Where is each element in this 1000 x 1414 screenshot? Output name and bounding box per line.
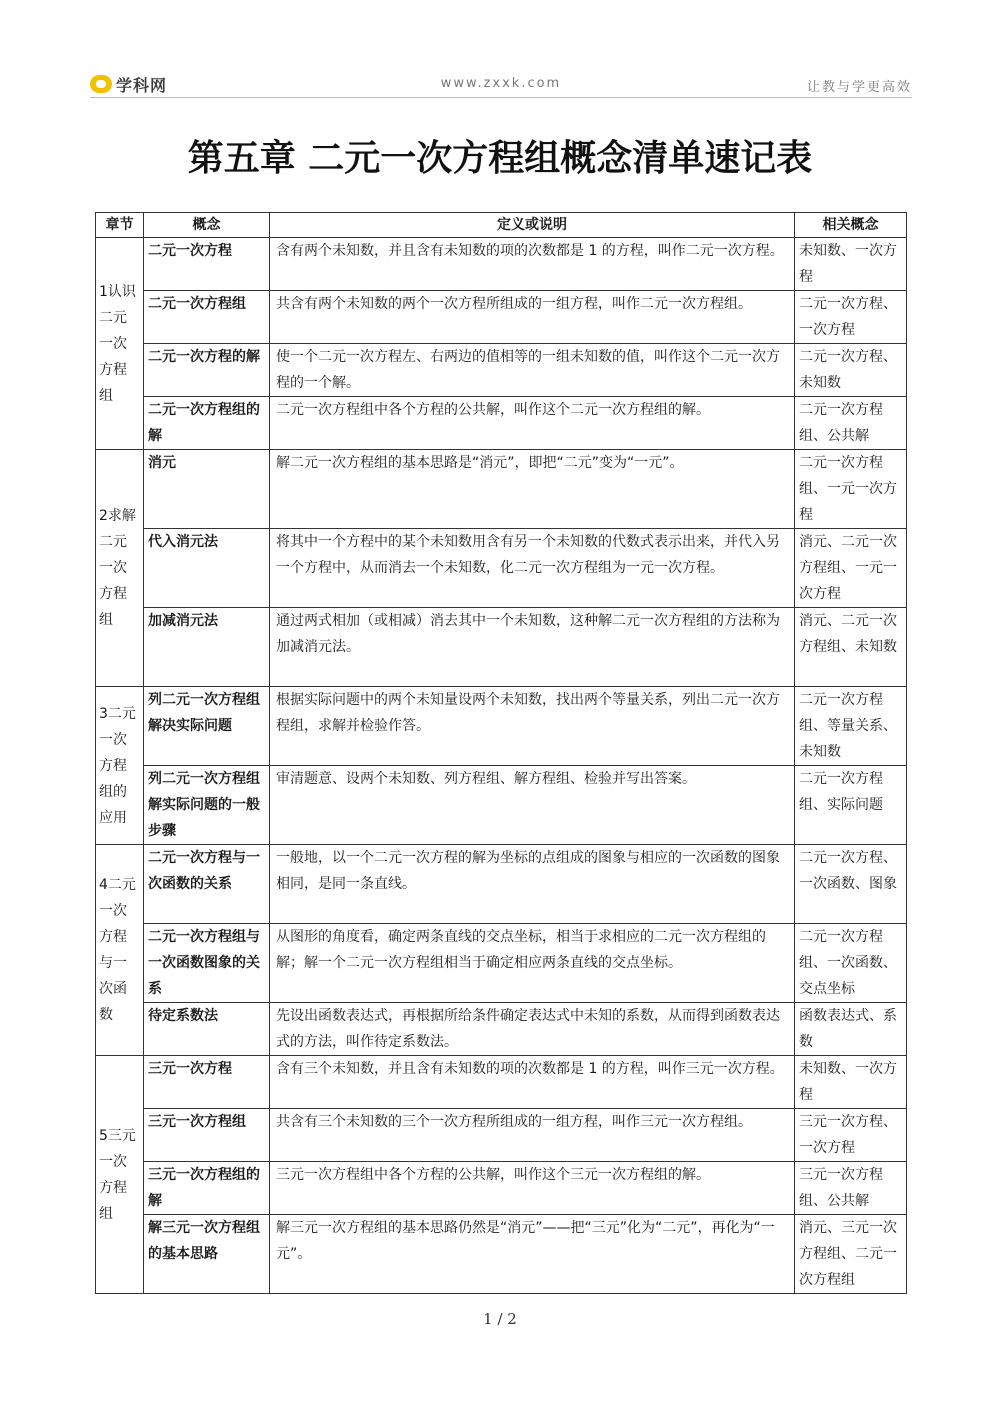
related-cell: 二元一次方程、一次方程 — [795, 291, 907, 344]
related-cell: 二元一次方程、一次函数、图象 — [795, 845, 907, 924]
concept-cell: 二元一次方程与一次函数的关系 — [144, 845, 270, 924]
definition-cell: 根据实际问题中的两个未知量设两个未知数，找出两个等量关系，列出二元一次方程组，求解并检验作答。 — [270, 687, 795, 766]
column-header-concept: 概念 — [144, 213, 270, 238]
definition-cell: 解三元一次方程组的基本思路仍然是“消元”——把“三元”化为“二元”，再化为“一元”。 — [270, 1215, 795, 1294]
chapter-cell: 5三元一次方程组 — [96, 1056, 144, 1294]
definition-cell: 使一个二元一次方程左、右两边的值相等的一组未知数的值，叫作这个二元一次方程的一个解。 — [270, 344, 795, 397]
related-cell: 二元一次方程组、公共解 — [795, 397, 907, 450]
table-header-row — [96, 213, 907, 238]
table-body — [96, 238, 907, 1294]
concept-cell: 代入消元法 — [144, 529, 270, 608]
site-url[interactable]: www.zxxk.com — [440, 76, 562, 91]
concept-cell: 列二元一次方程组解实际问题的一般步骤 — [144, 766, 270, 845]
related-cell: 消元、三元一次方程组、二元一次方程组 — [795, 1215, 907, 1294]
concept-cell: 二元一次方程 — [144, 238, 270, 291]
definition-cell: 一般地，以一个二元一次方程的解为坐标的点组成的图象与相应的一次函数的图象相同，是同一条直线。 — [270, 845, 795, 924]
definition-cell: 解二元一次方程组的基本思路是“消元”，即把“二元”变为“一元”。 — [270, 450, 795, 529]
chapter-cell: 2求解二元一次方程组 — [96, 450, 144, 687]
concept-cell: 二元一次方程组 — [144, 291, 270, 344]
related-cell: 二元一次方程组、一次函数、交点坐标 — [795, 924, 907, 1003]
chapter-cell: 3二元一次方程组的应用 — [96, 687, 144, 845]
page-number: 1 / 2 — [483, 1310, 517, 1328]
concept-table — [95, 212, 907, 1294]
table-row — [96, 1215, 907, 1294]
definition-cell: 含有两个未知数，并且含有未知数的项的次数都是 1 的方程，叫作二元一次方程。 — [270, 238, 795, 291]
table-row — [96, 766, 907, 845]
table-row — [96, 291, 907, 344]
concept-cell: 消元 — [144, 450, 270, 529]
column-header-chapter: 章节 — [96, 213, 144, 238]
concept-cell: 加减消元法 — [144, 608, 270, 687]
related-cell: 二元一次方程组、一元一次方程 — [795, 450, 907, 529]
related-cell: 三元一次方程、一次方程 — [795, 1109, 907, 1162]
logo-text: 学科网 — [116, 75, 168, 95]
table-row — [96, 687, 907, 766]
related-cell: 函数表达式、系数 — [795, 1003, 907, 1056]
definition-cell: 二元一次方程组中各个方程的公共解，叫作这个二元一次方程组的解。 — [270, 397, 795, 450]
chapter-cell: 1认识二元一次方程组 — [96, 238, 144, 450]
chapter-cell: 4二元一次方程与一次函数 — [96, 845, 144, 1056]
page-header — [90, 70, 912, 98]
table-row — [96, 1003, 907, 1056]
column-header-definition: 定义或说明 — [270, 213, 795, 238]
concept-cell: 三元一次方程组 — [144, 1109, 270, 1162]
table-row — [96, 924, 907, 1003]
related-cell: 消元、二元一次方程组、未知数 — [795, 608, 907, 687]
definition-cell: 先设出函数表达式，再根据所给条件确定表达式中未知的系数，从而得到函数表达式的方法，叫作待定系数法。 — [270, 1003, 795, 1056]
table-row — [96, 1109, 907, 1162]
definition-cell: 共含有两个未知数的两个一次方程所组成的一组方程，叫作二元一次方程组。 — [270, 291, 795, 344]
concept-cell: 三元一次方程组的解 — [144, 1162, 270, 1215]
concept-cell: 列二元一次方程组解决实际问题 — [144, 687, 270, 766]
concept-cell: 三元一次方程 — [144, 1056, 270, 1109]
table-row — [96, 1162, 907, 1215]
table-row — [96, 1056, 907, 1109]
definition-cell: 共含有三个未知数的三个一次方程所组成的一组方程，叫作三元一次方程组。 — [270, 1109, 795, 1162]
table-row — [96, 238, 907, 291]
concept-cell: 二元一次方程组与一次函数图象的关系 — [144, 924, 270, 1003]
table-row — [96, 344, 907, 397]
definition-cell: 通过两式相加（或相减）消去其中一个未知数，这种解二元一次方程组的方法称为加减消元法。 — [270, 608, 795, 687]
related-cell: 未知数、一次方程 — [795, 1056, 907, 1109]
concept-cell: 二元一次方程的解 — [144, 344, 270, 397]
definition-cell: 从图形的角度看，确定两条直线的交点坐标，相当于求相应的二元一次方程组的解；解一个二元一次方程组相当于确定相应两条直线的交点坐标。 — [270, 924, 795, 1003]
column-header-related: 相关概念 — [795, 213, 907, 238]
definition-cell: 审清题意、设两个未知数、列方程组、解方程组、检验并写出答案。 — [270, 766, 795, 845]
concept-cell: 解三元一次方程组的基本思路 — [144, 1215, 270, 1294]
table-row — [96, 397, 907, 450]
definition-cell: 三元一次方程组中各个方程的公共解，叫作这个三元一次方程组的解。 — [270, 1162, 795, 1215]
related-cell: 未知数、一次方程 — [795, 238, 907, 291]
table-row — [96, 608, 907, 687]
related-cell: 消元、二元一次方程组、一元一次方程 — [795, 529, 907, 608]
related-cell: 二元一次方程组、实际问题 — [795, 766, 907, 845]
definition-cell: 含有三个未知数，并且含有未知数的项的次数都是 1 的方程，叫作三元一次方程。 — [270, 1056, 795, 1109]
definition-cell: 将其中一个方程中的某个未知数用含有另一个未知数的代数式表示出来，并代入另一个方程中，从而消去一个未知数，化二元一次方程组为一元一次方程。 — [270, 529, 795, 608]
concept-cell: 二元一次方程组的解 — [144, 397, 270, 450]
table-row — [96, 529, 907, 608]
table-row — [96, 450, 907, 529]
concept-cell: 待定系数法 — [144, 1003, 270, 1056]
header-divider — [90, 97, 912, 98]
related-cell: 二元一次方程组、等量关系、未知数 — [795, 687, 907, 766]
related-cell: 三元一次方程组、公共解 — [795, 1162, 907, 1215]
site-slogan: 让教与学更高效 — [806, 80, 912, 95]
table-header — [96, 213, 907, 238]
related-cell: 二元一次方程、未知数 — [795, 344, 907, 397]
table-row — [96, 845, 907, 924]
page-title: 第五章 二元一次方程组概念清单速记表 — [187, 138, 813, 179]
